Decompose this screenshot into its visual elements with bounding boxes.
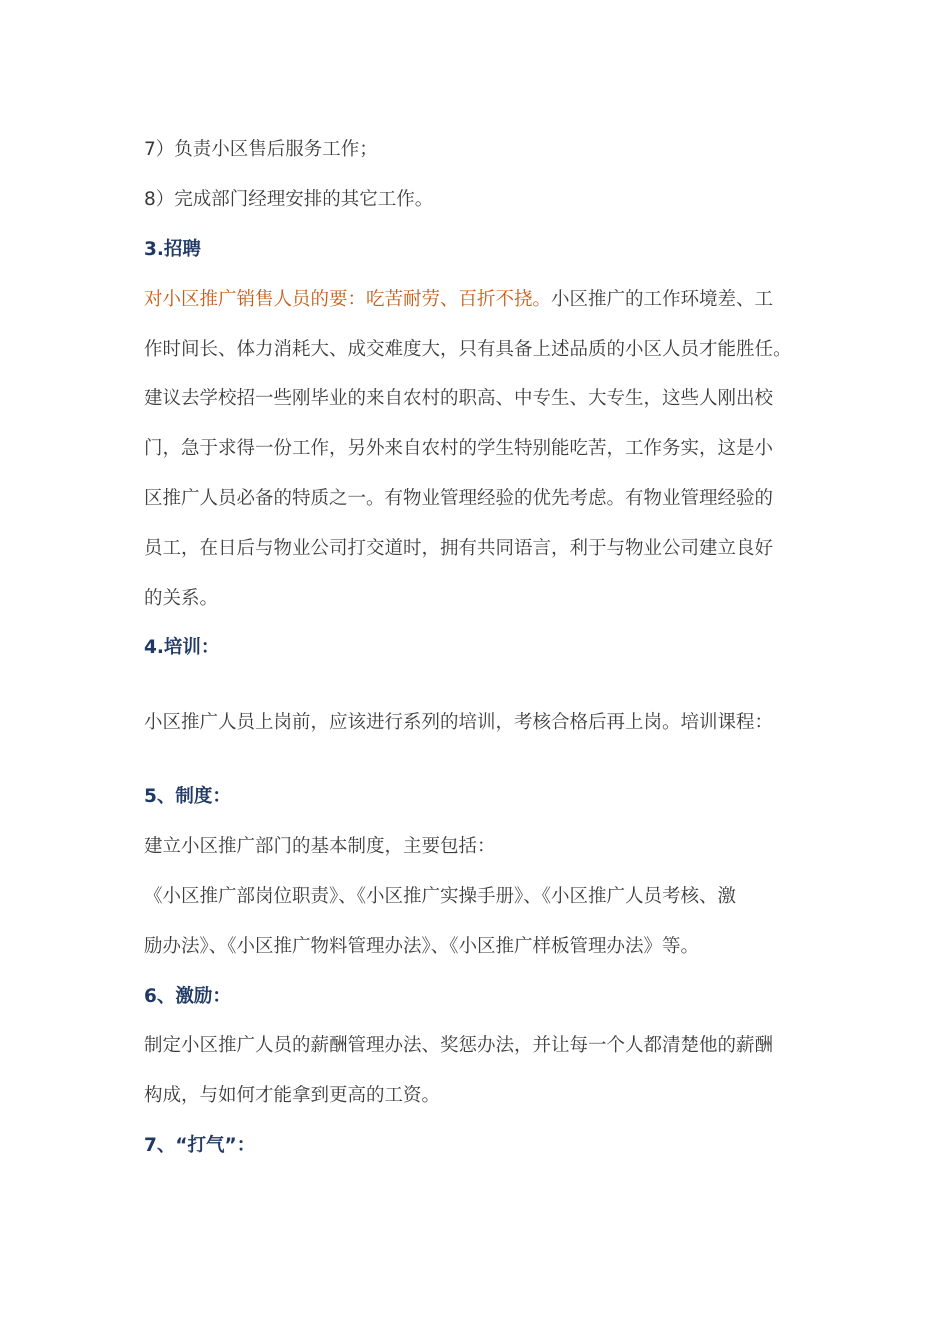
recruitment-paragraph-line-3: 建议去学校招一些刚毕业的来自农村的职高、中专生、大专生，这些人刚出校 bbox=[144, 388, 774, 409]
recruitment-requirement-highlight: 对小区推广销售人员的要：吃苦耐劳、百折不挠。 bbox=[144, 289, 552, 310]
training-paragraph: 小区推广人员上岗前，应该进行系列的培训，考核合格后再上岗。培训课程： bbox=[144, 712, 774, 733]
section-heading-training: 4.培训： bbox=[144, 637, 220, 658]
section-heading-morale: 7、“打气”： bbox=[144, 1135, 256, 1156]
recruitment-paragraph-line-5: 区推广人员必备的特质之一。有物业管理经验的优先考虑。有物业管理经验的 bbox=[144, 488, 774, 509]
duty-item-8: 8）完成部门经理安排的其它工作。 bbox=[144, 189, 434, 210]
recruitment-paragraph-line-2: 作时间长、体力消耗大、成交难度大，只有具备上述品质的小区人员才能胜任。 bbox=[144, 339, 792, 360]
section-heading-incentive: 6、激励： bbox=[144, 986, 231, 1007]
section-heading-recruitment: 3.招聘 bbox=[144, 239, 201, 260]
incentive-paragraph-line-2: 构成，与如何才能拿到更高的工资。 bbox=[144, 1085, 441, 1106]
system-paragraph-line-1: 建立小区推广部门的基本制度，主要包括： bbox=[144, 836, 496, 857]
document-page bbox=[144, 0, 824, 1344]
system-paragraph-line-3: 励办法》、《小区推广物料管理办法》、《小区推广样板管理办法》等。 bbox=[144, 936, 700, 957]
duty-item-7: 7）负责小区售后服务工作； bbox=[144, 139, 378, 160]
section-heading-system: 5、制度： bbox=[144, 786, 231, 807]
incentive-paragraph-line-1: 制定小区推广人员的薪酬管理办法、奖惩办法，并让每一个人都清楚他的薪酬 bbox=[144, 1035, 774, 1056]
recruitment-paragraph-line-1 bbox=[144, 288, 773, 312]
recruitment-paragraph-line-4: 门，急于求得一份工作，另外来自农村的学生特别能吃苦，工作务实，这是小 bbox=[144, 438, 774, 459]
recruitment-paragraph-line-7: 的关系。 bbox=[144, 588, 219, 609]
system-paragraph-line-2: 《小区推广部岗位职责》、《小区推广实操手册》、《小区推广人员考核、激 bbox=[144, 886, 737, 907]
recruitment-text: 小区推广的工作环境差、工 bbox=[551, 289, 774, 310]
recruitment-paragraph-line-6: 员工，在日后与物业公司打交道时，拥有共同语言，利于与物业公司建立良好 bbox=[144, 538, 774, 559]
